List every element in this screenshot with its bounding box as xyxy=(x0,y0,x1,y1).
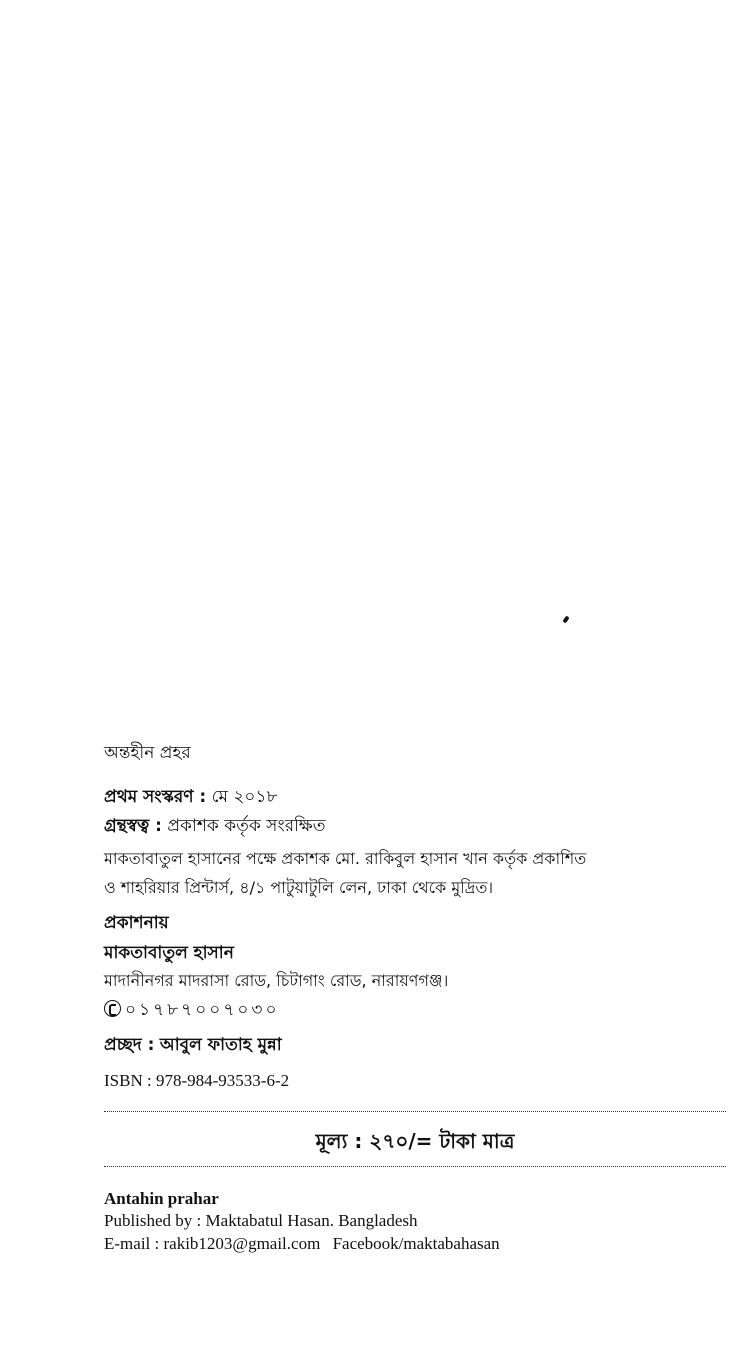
edition-value: মে ২০১৮ xyxy=(211,787,278,807)
divider-top xyxy=(104,1111,726,1112)
publication-heading: প্রকাশনায় xyxy=(104,913,169,933)
publication-address: মাদানীনগর মাদরাসা রোড, চিটাগাং রোড, নারায়ণগঞ্জ। xyxy=(104,971,449,990)
divider-bottom xyxy=(104,1166,726,1167)
cover-value: আবুল ফাতাহ মুন্না xyxy=(159,1035,282,1055)
copyright-line xyxy=(104,815,734,837)
publisher-statement-line2: ও শাহরিয়ার প্রিন্টার্স, ৪/১ পাটুয়াটুলি লেন, ঢাকা থেকে মুদ্রিত। xyxy=(104,878,494,897)
publication-name: মাকতাবাতুল হাসান xyxy=(104,943,234,963)
copyright-value: প্রকাশক কর্তৃক সংরক্ষিত xyxy=(167,816,326,836)
email: E-mail : rakib1203@gmail.com xyxy=(104,1234,321,1253)
cover-line xyxy=(104,1034,734,1056)
publisher-statement-line1: মাকতাবাতুল হাসানের পক্ষে প্রকাশক মো. রাকিবুল হাসান খান কর্তৃক প্রকাশিত xyxy=(104,849,587,868)
edition-label: প্রথম সংস্করণ : xyxy=(104,787,207,807)
facebook: Facebook/maktabahasan xyxy=(332,1234,500,1253)
phone-number: ০১৭৮৭০০৭০৩০ xyxy=(125,1000,280,1020)
phone-line xyxy=(104,999,734,1021)
english-title: Antahin prahar xyxy=(104,1189,219,1208)
copyright-label: গ্রন্থস্বত্ব : xyxy=(104,816,162,836)
edition-line xyxy=(104,786,734,808)
book-title-bn: অন্তহীন প্রহর xyxy=(104,743,191,763)
isbn: ISBN : 978-984-93533-6-2 xyxy=(104,1071,290,1090)
contact-line xyxy=(104,1233,734,1255)
price: মূল্য : ২৭০/= টাকা মাত্র xyxy=(315,1129,515,1153)
cover-label: প্রচ্ছদ : xyxy=(104,1035,155,1055)
print-speck xyxy=(562,615,569,623)
published-by: Published by : Maktabatul Hasan. Bangladesh xyxy=(104,1211,418,1230)
phone-icon xyxy=(104,1000,121,1017)
